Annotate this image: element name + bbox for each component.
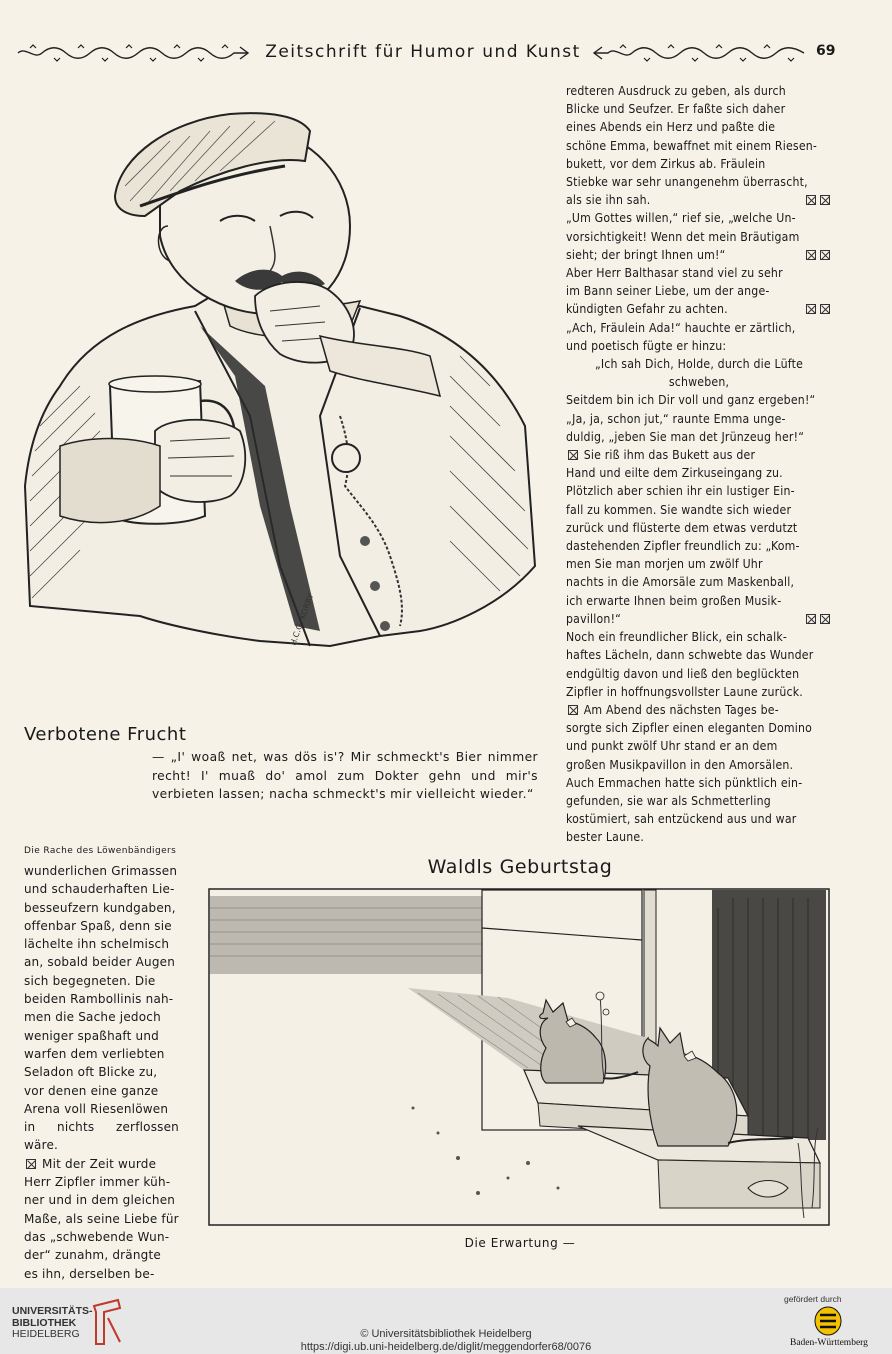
text-line: fall zu kommen. Sie wandte sich wieder [566, 502, 792, 517]
text-line: Hand und eilte dem Zirkuseingang zu. [566, 466, 783, 481]
text-line: weniger spaßhaft und [24, 1028, 159, 1043]
ornament-right-icon [590, 44, 808, 62]
text-line: Noch ein freundlicher Blick, ein schalk- [566, 630, 788, 645]
ornament-left-icon [16, 44, 252, 62]
text-line: Herr Zipfler immer küh- [24, 1175, 171, 1190]
text-line: Am Abend des nächsten Tages be- [583, 702, 779, 717]
section-marker-icon [568, 450, 578, 460]
text-line: an, sobald beider Augen [24, 955, 176, 970]
section-marker-icon [804, 246, 832, 264]
text-line: eines Abends ein Herz und paßte die [566, 120, 776, 135]
man-with-beer-illustration [20, 86, 540, 686]
text-line: men die Sache jedoch [24, 1010, 161, 1025]
uni-line: UNIVERSITÄTS- [12, 1305, 93, 1317]
text-line: Auch Emmachen hatte sich pünktlich ein- [566, 775, 803, 790]
text-line: Seladon oft Blicke zu, [24, 1065, 158, 1080]
text-line: kostümiert, sah entzückend aus und war [566, 812, 797, 827]
text-line: Stiebke war sehr unangenehm überrascht, [566, 175, 808, 190]
text-line: es ihn, derselben be- [24, 1266, 155, 1281]
text-line: zurück und flüsterte dem etwas verdutzt [566, 520, 798, 535]
text-line-with-marker [566, 300, 832, 318]
verse-line: schweben, [668, 375, 730, 390]
cats-caption: Die Erwartung — [464, 1236, 576, 1250]
cartoon-title: Verbotene Frucht [24, 724, 187, 745]
text-line: Arena voll Riesenlöwen [24, 1101, 169, 1116]
text-line: sich begegneten. Die [24, 973, 156, 988]
text-line: und schauderhaften Lie- [24, 882, 175, 897]
copyright-notice [0, 1328, 892, 1354]
text-line: men Sie man morjen um zwölf Uhr [566, 557, 763, 572]
text-line: im Bann seiner Liebe, um der ange- [566, 284, 770, 299]
text-line: „Ja, ja, schon jut,“ raunte Emma unge- [566, 411, 786, 426]
section-marker-icon [804, 300, 832, 318]
text-line: kündigten Gefahr zu achten. [566, 302, 728, 317]
text-line: schöne Emma, bewaffnet mit einem Riesen- [566, 138, 818, 153]
text-line: nachts in die Amorsäle zum Maskenball, [566, 575, 795, 590]
permalink-url[interactable]: https://digi.ub.uni-heidelberg.de/diglit/meggendorfer68/0076 [300, 1341, 592, 1353]
text-line-with-marker [566, 191, 832, 209]
text-line-with-marker [566, 246, 832, 264]
text-line: redteren Ausdruck zu geben, als durch [566, 84, 786, 98]
text-line-with-marker [24, 1155, 179, 1173]
text-line: der“ zunahm, drängte [24, 1248, 161, 1263]
section-marker-icon [26, 1159, 36, 1169]
text-line: als sie ihn sah. [566, 193, 651, 208]
text-line: Mit der Zeit wurde [42, 1156, 157, 1171]
text-line: bester Laune. [566, 830, 645, 845]
text-line-with-marker [566, 446, 832, 464]
left-column-text [24, 862, 179, 1283]
text-line: bukett, vor dem Zirkus ab. Fräulein [566, 156, 766, 171]
section-marker-icon [804, 610, 832, 628]
text-line: lächelte ihn schelmisch [24, 937, 170, 952]
text-line: großen Musikpavillon in den Amorsälen. [566, 757, 794, 772]
cartoon-caption: — „I' woaß net, was dös is'? Mir schmeckt's Bier nimmer recht! I' muaß do' amol zum Dokter gehn und mir's verbieten lassen; nacha schmeckt's mir vielleicht wieder.“ [152, 750, 538, 801]
text-line: duldig, „jeben Sie man det Jrünzeug her!“ [566, 429, 805, 444]
text-line: dastehenden Zipfler freundlich zu: „Kom- [566, 539, 800, 554]
verse-line: Seitdem bin ich Dir voll und ganz ergeben!“ [566, 393, 816, 408]
uni-line: BIBLIOTHEK [12, 1316, 77, 1329]
text-line: sieht; der bringt Ihnen um!“ [566, 247, 726, 262]
text-line: wunderlichen Grimassen [24, 864, 178, 878]
cats-title: Waldls Geburtstag [427, 856, 613, 878]
text-line: endgültig davon und ließ den beglückten [566, 666, 800, 681]
text-line: Aber Herr Balthasar stand viel zu sehr [566, 266, 783, 281]
copyright-text: © Universitätsbibliothek Heidelberg [360, 1328, 532, 1340]
text-line: offenbar Spaß, denn sie [24, 918, 172, 933]
cats-on-step-illustration [208, 888, 830, 1226]
text-line: und poetisch fügte er hinzu: [566, 338, 727, 353]
text-line: gefunden, sie war als Schmetterling [566, 793, 771, 808]
uni-line: HEIDELBERG [12, 1328, 80, 1340]
text-line: besseufzern kundgaben, [24, 900, 176, 915]
text-line: ich erwarte Ihnen beim großen Musik- [566, 593, 782, 608]
running-header [16, 42, 876, 64]
text-line: haftes Lächeln, dann schwebte das Wunder [566, 648, 814, 663]
text-line: das „schwebende Wun- [24, 1229, 170, 1244]
text-line: vor denen eine ganze [24, 1083, 159, 1098]
text-line: und punkt zwölf Uhr stand er an dem [566, 739, 778, 754]
text-line: warfen dem verliebten [24, 1046, 165, 1061]
text-line: beiden Rambollinis nah- [24, 992, 174, 1007]
library-footer [0, 1288, 892, 1354]
text-line-with-marker [566, 610, 832, 628]
sponsor-label: gefördert durch [784, 1294, 842, 1304]
text-line: vorsichtigkeit! Wenn det mein Bräutigam [566, 229, 800, 244]
story-label: Die Rache des Löwenbändigers [24, 846, 177, 856]
text-line: Sie riß ihm das Bukett aus der [583, 448, 756, 463]
page-number: 69 [816, 43, 836, 59]
text-line: „Ach, Fräulein Ada!“ hauchte er zärtlich, [566, 320, 796, 335]
page-header-title: Zeitschrift für Humor und Kunst [265, 42, 581, 62]
text-line: Blicke und Seufzer. Er faßte sich daher [566, 102, 786, 117]
text-line: Zipfler in hoffnungsvollster Laune zurück. [566, 684, 803, 699]
text-line: Plötzlich aber schien ihr ein lustiger Ein- [566, 484, 795, 499]
text-line: „Um Gottes willen,“ rief sie, „welche Un- [566, 211, 796, 226]
artist-signature: H.C.G. KORRY [288, 592, 316, 647]
sponsor-name: Baden-Württemberg [790, 1338, 868, 1348]
text-line: in nichts zerflossen wäre. [24, 1120, 179, 1153]
right-column-text [566, 82, 832, 847]
text-line-with-marker [566, 701, 832, 719]
section-marker-icon [568, 705, 578, 715]
section-marker-icon [804, 191, 832, 209]
text-line: ner und in dem gleichen [24, 1193, 176, 1208]
text-line: Maße, als seine Liebe für [24, 1211, 179, 1226]
text-line: sorgte sich Zipfler einen eleganten Domino [566, 721, 813, 736]
verse-line: „Ich sah Dich, Holde, durch die Lüfte [594, 357, 804, 372]
text-line: pavillon!“ [566, 611, 622, 626]
